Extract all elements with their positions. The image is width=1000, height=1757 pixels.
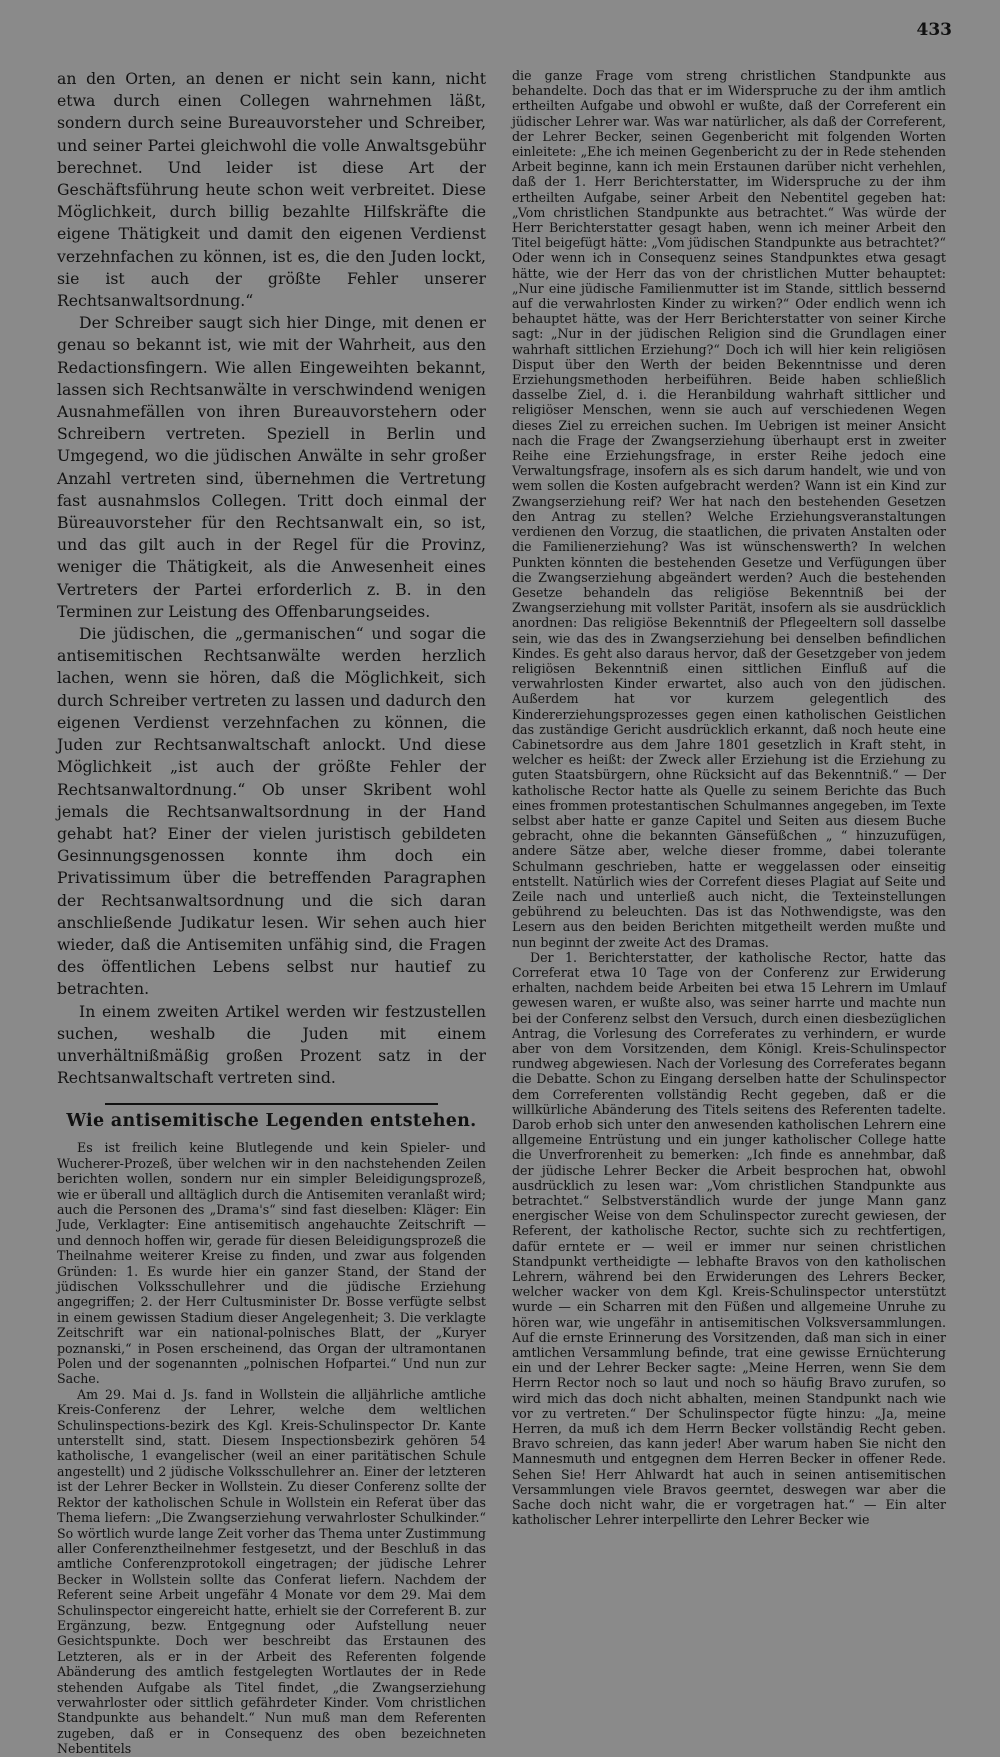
- right-column: [512, 68, 946, 1528]
- left-paragraph-2: Der Schreiber saugt sich hier Dinge, mit denen er genau so bekannt ist, wie mit der Wahrheit, aus den Redactionsfingern. Wie allen Eingeweihten bekannt, lassen sich Rechtsanwälte in verschwindend wenigen Ausnahmefällen von ihren Bureauvorstehern oder Schreibern vertreten. Speziell in Berlin und Umgegend, wo die jüdischen Anwälte in sehr großer Anzahl vertreten sind, übernehmen die Vertretung fast ausnahmslos Collegen. Tritt doch einmal der Büreauvorsteher für den Rechtsanwalt ein, so ist, und das gilt auch in der Regel für die Provinz, weniger die Thätigkeit, als die Anwesenheit eines Vertreters der Partei erforderlich z. B. in den Terminen zur Leistung des Offenbarungseides.: [57, 313, 486, 621]
- section-divider: [105, 1103, 438, 1105]
- right-paragraph-2: Der 1. Berichterstatter, der katholische Rector, hatte das Correferat etwa 10 Tage von der Conferenz zur Erwiderung erhalten, nachdem beide Arbeiten bei etwa 15 Lehrern im Umlauf gewesen waren, er wußte also, was seiner harrte und machte nun bei der Conferenz selbst den Versuch, durch einen diesbezüglichen Antrag, die Vorlesung des Correferates zu verhindern, er wurde aber von dem Vorsitzenden, dem Königl. Kreis-Schulinspector rundweg abgewiesen. Nach der Vorlesung des Correferates begann die Debatte. Schon zu Eingang derselben hatte der Schulinspector dem Correferenten vollständig Recht gegeben, daß er die willkürliche Abänderung des Titels seitens des Referenten tadelte. Darob erhob sich unter den anwesenden katholischen Lehrern eine allgemeine Entrüstung und ein junger katholischer College hatte die Unverfrorenheit zu bemerken: „Ich finde es annehmbar, daß der jüdische Lehrer Becker die Arbeit besprochen hat, obwohl ausdrücklich zu lesen war: „Vom christlichen Standpunkte aus betrachtet.“ Selbstverständlich wurde der junge Mann ganz energischer Weise von dem Schulinspector zurecht gewiesen, der Referent, der katholische Rector, suchte sich zu rechtfertigen, dafür erntete er — weil er immer nur seinen christlichen Standpunkt vertheidigte — lebhafte Bravos von den katholischen Lehrern, während bei den Erwiderungen des Lehrers Becker, welcher wacker von dem Kgl. Kreis-Schulinspector unterstützt wurde — ein Scharren mit den Füßen und allgemeine Unruhe zu hören war, wie ungefähr in antisemitischen Volksversammlungen. Auf die ernste Erinnerung des Vorsitzenden, daß man sich in einer amtlichen Versammlung befinde, trat eine gewisse Ernüchterung ein und der Lehrer Becker sagte: „Meine Herren, wenn Sie dem Herrn Rector noch so laut und noch so häufig Bravo zurufen, so wird mich das doch nicht abhalten, meinen Standpunkt nach wie vor zu vertreten.“ Der Schulinspector fügte hinzu: „Ja, meine Herren, da muß ich dem Herrn Becker vollständig Recht geben. Bravo schreien, das kann jeder! Aber warum haben Sie nicht den Mannesmuth und entgegnen dem Herren Becker in offener Rede. Sehen Sie! Herr Ahlwardt hat auch in seinen antisemitischen Versammlungen viele Bravos geerntet, deswegen war aber die Sache doch nicht wahr, die er vorgetragen hat.“ — Ein alter katholischer Lehrer interpellirte den Lehrer Becker wie: [512, 949, 946, 1528]
- right-paragraph-1: die ganze Frage vom streng christlichen Standpunkte aus behandelte. Doch das that er im Widerspruche zu der ihm amtlich ertheilten Aufgabe und obwohl er wußte, daß der Correferent ein jüdischer Lehrer war. Was war natürlicher, als daß der Correferent, der Lehrer Becker, seinen Gegenbericht mit folgenden Worten einleitete: „Ehe ich meinen Gegenbericht zu der in Rede stehenden Arbeit beginne, kann ich mein Erstaunen darüber nicht verhehlen, daß der 1. Herr Berichterstatter, im Widerspruche zu der ihm ertheilten Aufgabe, seiner Arbeit den Nebentitel gegeben hat: „Vom christlichen Standpunkte aus betrachtet.“ Was würde der Herr Berichterstatter gesagt haben, wenn ich meiner Arbeit den Titel beigefügt hätte: „Vom jüdischen Standpunkte aus betrachtet?“ Oder wenn ich in Consequenz seines Standpunktes etwa gesagt hätte, wie der Herr das von der christlichen Mutter behauptet: „Nur eine jüdische Familienmutter ist im Stande, sittlich bessernd auf die verwahrlosten Kinder zu wirken?“ Oder endlich wenn ich behauptet hätte, was der Herr Berichterstatter von seiner Kirche sagt: „Nur in der jüdischen Religion sind die Grundlagen einer wahrhaft sittlichen Erziehung?“ Doch ich will hier kein religiösen Disput über den Werth der beiden Bekenntnisse und deren Erziehungsmethoden herbeiführen. Beide haben schließlich dasselbe Ziel, d. i. die Heranbildung wahrhaft sittlicher und religiöser Menschen, wenn sie auch auf verschiedenen Wegen dieses Ziel zu erreichen suchen. Im Uebrigen ist meiner Ansicht nach die Frage der Zwangserziehung überhaupt erst in zweiter Reihe eine Erziehungsfrage, in erster Reihe jedoch eine Verwaltungsfrage, insofern als es sich darum handelt, wie und von wem sollen die Kosten aufgebracht werden? Wann ist ein Kind zur Zwangserziehung reif? Wer hat nach den bestehenden Gesetzen den Antrag zu stellen? Welche Erziehungsveranstaltungen verdienen den Vorzug, die staatlichen, die privaten Anstalten oder die Familienerziehung? Was ist wünschenswerth? In welchen Punkten könnten die bestehenden Gesetze und Verfügungen über die Zwangserziehung abgeändert werden? Auch die bestehenden Gesetze behandeln das religiöse Bekenntniß bei der Zwangserziehung mit vollster Parität, insofern als sie ausdrücklich anordnen: Das religiöse Bekenntniß der Pflegeeltern soll dasselbe sein, wie das des in Zwangserziehung bei denselben befindlichen Kindes. Es geht also daraus hervor, daß der Gesetzgeber von jedem religiösen Bekenntniß einen sittlichen Einfluß auf die verwahrlosten Kinder erwartet, also auch von den jüdischen. Außerdem hat vor kurzem gelegentlich des Kindererziehungsprozesses gegen einen katholischen Geistlichen das zuständige Gericht ausdrücklich erkannt, daß noch heute eine Cabinetsordre aus dem Jahre 1801 gesetzlich in Kraft steht, in welcher es heißt: der Zweck aller Erziehung ist die Erziehung zu guten Staatsbürgern, ohne Rücksicht auf das Bekenntniß.“ — Der katholische Rector hatte als Quelle zu seinem Berichte das Buch eines frommen protestantischen Schulmannes angegeben, im Texte selbst aber hatte er ganze Capitel und Seiten aus diesem Buche gebracht, ohne die bekannten Gänsefüßchen „ “ hinzuzufügen, andere Sätze aber, welche dieser fromme, dabei tolerante Schulmann geschrieben, hatte er weggelassen oder einseitig entstellt. Natürlich wies der Correfent dieses Plagiat auf Seite und Zeile nach und unterließ auch nicht, die Texteinstellungen gebührend zu beleuchten. Das ist das Nothwendigste, was den Lesern aus den beiden Berichten mitgetheilt werden mußte und nun beginnt der zweite Act des Dramas.: [512, 68, 946, 950]
- section-paragraph-2: Am 29. Mai d. Js. fand in Wollstein die alljährliche amtliche Kreis-Conferenz der Lehrer, welche dem weltlichen Schulinspections-bezirk des Kgl. Kreis-Schulinspector Dr. Kante unterstellt sind, statt. Diesem Inspectionsbezirk gehören 54 katholische, 1 evangelischer (weil an einer paritätischen Schule angestellt) und 2 jüdische Volksschullehrer an. Einer der letzteren ist der Lehrer Becker in Wollstein. Zu dieser Conferenz sollte der Rektor der katholischen Schule in Wollstein ein Referat über das Thema liefern: „Die Zwangserziehung verwahrloster Schulkinder.“ So wörtlich wurde lange Zeit vorher das Thema unter Zustimmung aller Conferenztheilnehmer festgesetzt, und der Beschluß in das amtliche Conferenzprotokoll eingetragen; der jüdische Lehrer Becker in Wollstein sollte das Conferat liefern. Nachdem der Referent seine Arbeit ungefähr 4 Monate vor dem 29. Mai dem Schulinspector eingereicht hatte, erhielt sie der Correferent B. zur Ergänzung, bezw. Entgegnung oder Aufstellung neuer Gesichtspunkte. Doch wer beschreibt das Erstaunen des Letzteren, als er in der Arbeit des Referenten folgende Abänderung des amtlich festgelegten Wortlautes der in Rede stehenden Aufgabe als Titel findet, „die Zwangserziehung verwahrloster oder sittlich gefährdeter Kinder. Vom christlichen Standpunkte aus behandelt.“ Nun muß man dem Referenten zugeben, daß er in Consequenz des oben bezeichneten Nebentitels: [57, 1386, 486, 1757]
- left-paragraph-4: In einem zweiten Artikel werden wir festzustellen suchen, weshalb die Juden mit einem unverhältnißmäßig großen Prozent satz in der Rechtsanwaltschaft vertreten sind.: [57, 1001, 486, 1088]
- left-paragraph-1: an den Orten, an denen er nicht sein kann, nicht etwa durch einen Collegen wahrnehmen läßt, sondern durch seine Bureauvorsteher und Schreiber, und seiner Partei gleichwohl die volle Anwaltsgebühr berechnet. Und leider ist diese Art der Geschäftsführung heute schon weit verbreitet. Diese Möglichkeit, durch billig bezahlte Hilfskräfte die eigene Thätigkeit und damit den eigenen Verdienst verzehnfachen zu können, ist es, die den Juden lockt, sie ist auch der größte Fehler unserer Rechtsanwaltsordnung.“: [57, 69, 486, 311]
- left-column: [57, 68, 486, 1757]
- section-heading: Wie antisemitische Legenden entstehen.: [66, 1111, 477, 1132]
- section-paragraph-1: Es ist freilich keine Blutlegende und kein Spieler- und Wucherer-Prozeß, über welchen wir in den nachstehenden Zeilen berichten wollen, sondern nur ein simpler Beleidigungsprozeß, wie er überall und alltäglich durch die Antisemiten veranlaßt wird; auch die Personen des „Drama's“ sind fast dieselben: Kläger: Ein Jude, Verklagter: Eine antisemitisch angehauchte Zeitschrift — und dennoch hoffen wir, gerade für diesen Beleidigungsprozeß die Theilnahme weiterer Kreise zu finden, und zwar aus folgenden Gründen: 1. Es wurde hier ein ganzer Stand, der Stand der jüdischen Volksschullehrer und die jüdische Erziehung angegriffen; 2. der Herr Cultusminister Dr. Bosse verfügte selbst in einem gewissen Stadium dieser Angelegenheit; 3. Die verklagte Zeitschrift war ein national-polnisches Blatt, der „Kuryer poznanski,“ in Posen erscheinend, das Organ der ultramontanen Polen und der sogenannten „polnischen Hofpartei.“ Und nun zur Sache.: [57, 1140, 486, 1387]
- left-paragraph-3: Die jüdischen, die „germanischen“ und sogar die antisemitischen Rechtsanwälte werden herzlich lachen, wenn sie hören, daß die Möglichkeit, sich durch Schreiber vertreten zu lassen und dadurch den eigenen Verdienst verzehnfachen zu können, die Juden zur Rechtsanwaltschaft anlockt. Und diese Möglichkeit „ist auch der größte Fehler der Rechtsanwaltordnung.“ Ob unser Skribent wohl jemals die Rechtsanwaltsordnung in der Hand gehabt hat? Einer der vielen juristisch gebildeten Gesinnungsgenossen konnte ihm doch ein Privatissimum über die betreffenden Paragraphen der Rechtsanwaltsordnung und die sich daran anschließende Judikatur lesen. Wir sehen auch hier wieder, daß die Antisemiten unfähig sind, die Fragen des öffentlichen Lebens selbst nur hautief zu betrachten.: [57, 624, 486, 999]
- page-number: 433: [916, 20, 952, 40]
